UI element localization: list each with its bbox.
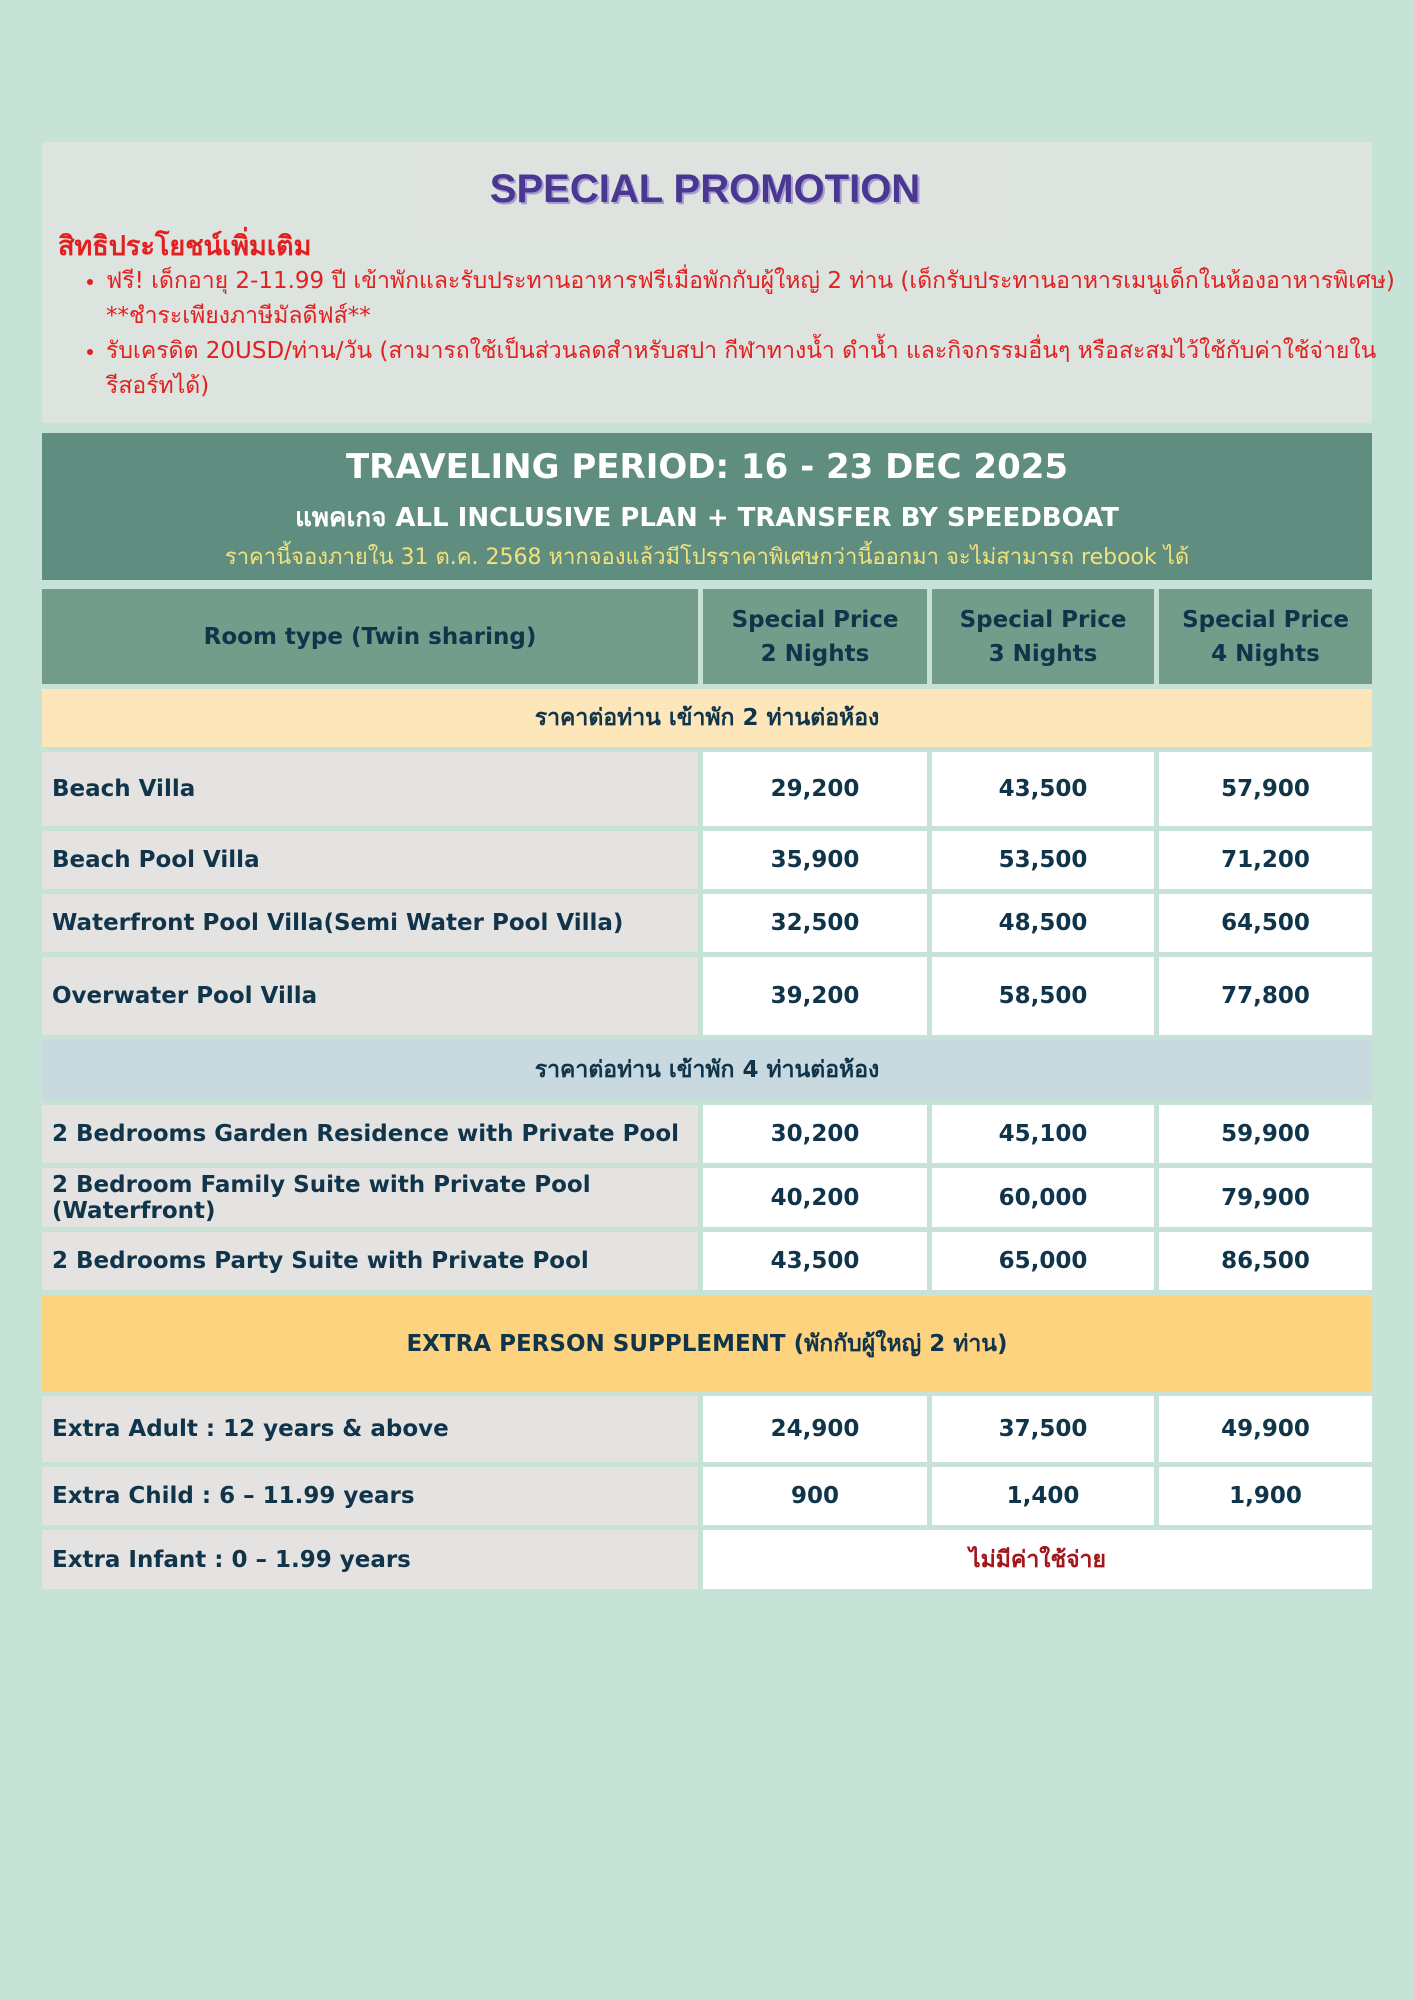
extra-person-name: Extra Infant : 0 – 1.99 years (42, 1530, 698, 1589)
price-4-nights: 79,900 (1159, 1168, 1372, 1227)
price-3-nights: 60,000 (932, 1168, 1154, 1227)
price-2-nights: 24,900 (703, 1396, 927, 1462)
price-2-nights: 43,500 (703, 1232, 927, 1290)
price-2-nights: 900 (703, 1467, 927, 1525)
extra-person-name: Extra Child : 6 – 11.99 years (42, 1467, 698, 1525)
price-4-nights: 59,900 (1159, 1105, 1372, 1163)
price-2-nights: 30,200 (703, 1105, 927, 1163)
price-4-nights: 1,900 (1159, 1467, 1372, 1525)
infant-free-note: ไม่มีค่าใช้จ่าย (703, 1530, 1372, 1589)
price-4-nights: 57,900 (1159, 752, 1372, 826)
booking-note: ราคานี้จองภายใน 31 ต.ค. 2568 หากจองแล้วมีโปรราคาพิเศษกว่านี้ออกมา จะไม่สามารถ rebook ได้ (224, 545, 1190, 570)
promotion-title: SPECIAL PROMOTION (489, 166, 921, 211)
header-label-line2: 2 Nights (760, 640, 870, 667)
price-3-nights: 53,500 (932, 831, 1154, 889)
section-label: EXTRA PERSON SUPPLEMENT (พักกับผู้ใหญ่ 2 ท่าน) (406, 1330, 1008, 1357)
price-4-nights: 77,800 (1159, 957, 1372, 1035)
header-3-nights (932, 589, 1154, 684)
header-room-type-label: Room type (Twin sharing) (203, 623, 537, 650)
price-4-nights: 71,200 (1159, 831, 1372, 889)
section-label: ราคาต่อท่าน เข้าพัก 2 ท่านต่อห้อง (534, 705, 880, 731)
price-2-nights: 32,500 (703, 894, 927, 952)
price-2-nights: 40,200 (703, 1168, 927, 1227)
price-2-nights: 29,200 (703, 752, 927, 826)
price-4-nights: 49,900 (1159, 1396, 1372, 1462)
header-room-type (42, 589, 698, 684)
price-4-nights: 64,500 (1159, 894, 1372, 952)
header-2-nights (703, 589, 927, 684)
price-2-nights: 35,900 (703, 831, 927, 889)
price-4-nights: 86,500 (1159, 1232, 1372, 1290)
benefits-heading: สิทธิประโยชน์เพิ่มเติม (58, 231, 312, 262)
extra-person-name: Extra Adult : 12 years & above (42, 1396, 698, 1462)
header-label-line1: Special Price (1182, 606, 1349, 633)
traveling-period-title: TRAVELING PERIOD: 16 - 23 DEC 2025 (345, 447, 1069, 487)
promotion-box (42, 142, 1395, 423)
header-label-line2: 4 Nights (1211, 640, 1320, 667)
price-3-nights: 1,400 (932, 1467, 1154, 1525)
room-name: Overwater Pool Villa (42, 957, 698, 1035)
room-name: Beach Pool Villa (42, 831, 698, 889)
benefit-item: • ฟรี! เด็กอายุ 2-11.99 ปี เข้าพักและรับประทานอาหารฟรีเมื่อพักกับผู้ใหญ่ 2 ท่าน (เด็กรับประทานอาหารเมนูเด็กในห้องอาหารพิเศษ) **ชำระเพียงภาษีมัลดีฟส์** (106, 264, 1406, 334)
promotion-title-box (416, 148, 994, 230)
traveling-period-banner (42, 433, 1372, 580)
header-4-nights (1159, 589, 1372, 684)
price-3-nights: 48,500 (932, 894, 1154, 952)
benefit-item: • รับเครดิต 20USD/ท่าน/วัน (สามารถใช้เป็นส่วนลดสำหรับสปา กีฬาทางน้ำ ดำน้ำ และกิจกรรมอื่นๆ หรือสะสมไว้ใช้กับค่าใช้จ่ายในรีสอร์ทได้) (106, 334, 1406, 404)
room-name: Beach Villa (42, 752, 698, 826)
section-4-persons (42, 1040, 1372, 1100)
section-label: ราคาต่อท่าน เข้าพัก 4 ท่านต่อห้อง (534, 1057, 880, 1083)
price-2-nights: 39,200 (703, 957, 927, 1035)
package-plan: แพคเกจ ALL INCLUSIVE PLAN + TRANSFER BY SPEEDBOAT (295, 503, 1119, 533)
header-label-line1: Special Price (959, 606, 1127, 633)
price-3-nights: 37,500 (932, 1396, 1154, 1462)
price-3-nights: 58,500 (932, 957, 1154, 1035)
price-3-nights: 43,500 (932, 752, 1154, 826)
price-3-nights: 45,100 (932, 1105, 1154, 1163)
room-name: Waterfront Pool Villa(Semi Water Pool Villa) (42, 894, 698, 952)
section-extra-person (42, 1296, 1372, 1391)
price-3-nights: 65,000 (932, 1232, 1154, 1290)
benefits-list (58, 264, 1406, 404)
header-label-line1: Special Price (731, 606, 899, 633)
header-label-line2: 3 Nights (988, 640, 1098, 667)
room-name: 2 Bedrooms Party Suite with Private Pool (42, 1232, 698, 1290)
section-2-persons (42, 689, 1372, 747)
room-name: 2 Bedroom Family Suite with Private Pool (Waterfront) (42, 1168, 698, 1227)
room-name: 2 Bedrooms Garden Residence with Private Pool (42, 1105, 698, 1163)
